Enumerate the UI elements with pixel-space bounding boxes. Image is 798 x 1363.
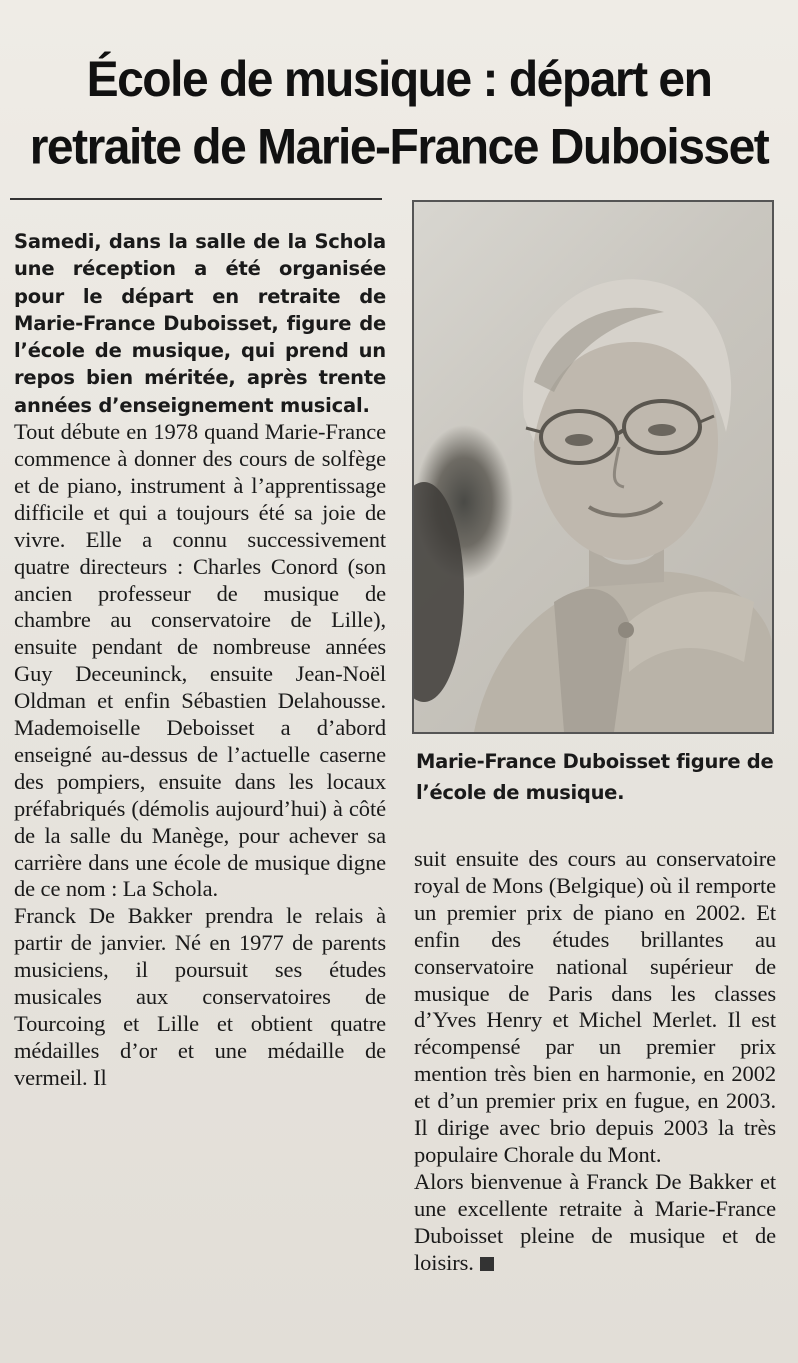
right-column: [414, 846, 776, 1277]
left-column: [14, 228, 386, 1092]
headline-line-2: retraite de Marie-France Duboisset: [29, 119, 769, 176]
article-headline: [8, 47, 790, 181]
photo-caption: Marie-France Duboisset figure de l’école de musique.: [416, 750, 774, 804]
body-paragraph-2: Franck De Bakker prendra le relais à partir de janvier. Né en 1977 de parents musiciens, il poursuit ses études musicales aux conservatoires de Tourcoing et Lille et obtient quatre médailles d’or et une médaille de vermeil. Il: [14, 903, 386, 1090]
headline-line-1: École de musique : départ en: [86, 52, 712, 108]
end-of-article-square-icon: [480, 1257, 494, 1271]
body-paragraph-1: Tout débute en 1978 quand Marie-France commence à donner des cours de solfège et de piano, instrument à l’apprentissage difficile et qui a toujours été sa joie de vivre. Elle a connu successivement quatre directeurs : Charles Conord (son ancien professeur de musique de chambre au conservatoire de Lille), ensuite pendant de nombreuse années Guy Deceuninck, ensuite Jean-Noël Oldman et enfin Sébastien Delahousse. Mademoiselle Deboisset a d’abord enseigné au-dessus de l’actuelle caserne des pompiers, ensuite dans les locaux préfabriqués (démolis aujourd’hui) à côté de la salle du Manège, pour achever sa carrière dans une école de musique digne de ce nom : La Schola.: [14, 419, 386, 902]
portrait-illustration: [414, 202, 772, 732]
body-paragraph-3: suit ensuite des cours au conservatoire royal de Mons (Belgique) où il remporte un premier prix de piano en 2002. Et enfin des études brillantes au conservatoire national supérieur de musique de Paris dans les classes d’Yves Henry et Michel Merlet. Il est récompensé par un premier prix mention très bien en harmonie, en 2002 et d’un premier prix en fugue, en 2003. Il dirige avec brio depuis 2003 la très populaire Chorale du Mont.: [414, 846, 776, 1167]
portrait-photo: [412, 200, 774, 734]
body-paragraph-4: [414, 1169, 776, 1277]
column-rule: [10, 198, 382, 200]
lead-paragraph: Samedi, dans la salle de la Schola une réception a été organisée pour le départ en retraite de Marie-France Duboisset, figure de l’école de musique, qui prend un repos bien méritée, après trente années d’enseignement musical.: [14, 230, 386, 417]
closing-text: Alors bienvenue à Franck De Bakker et une excellente retraite à Marie-France Duboisset pleine de musique et de loisirs.: [414, 1168, 776, 1275]
